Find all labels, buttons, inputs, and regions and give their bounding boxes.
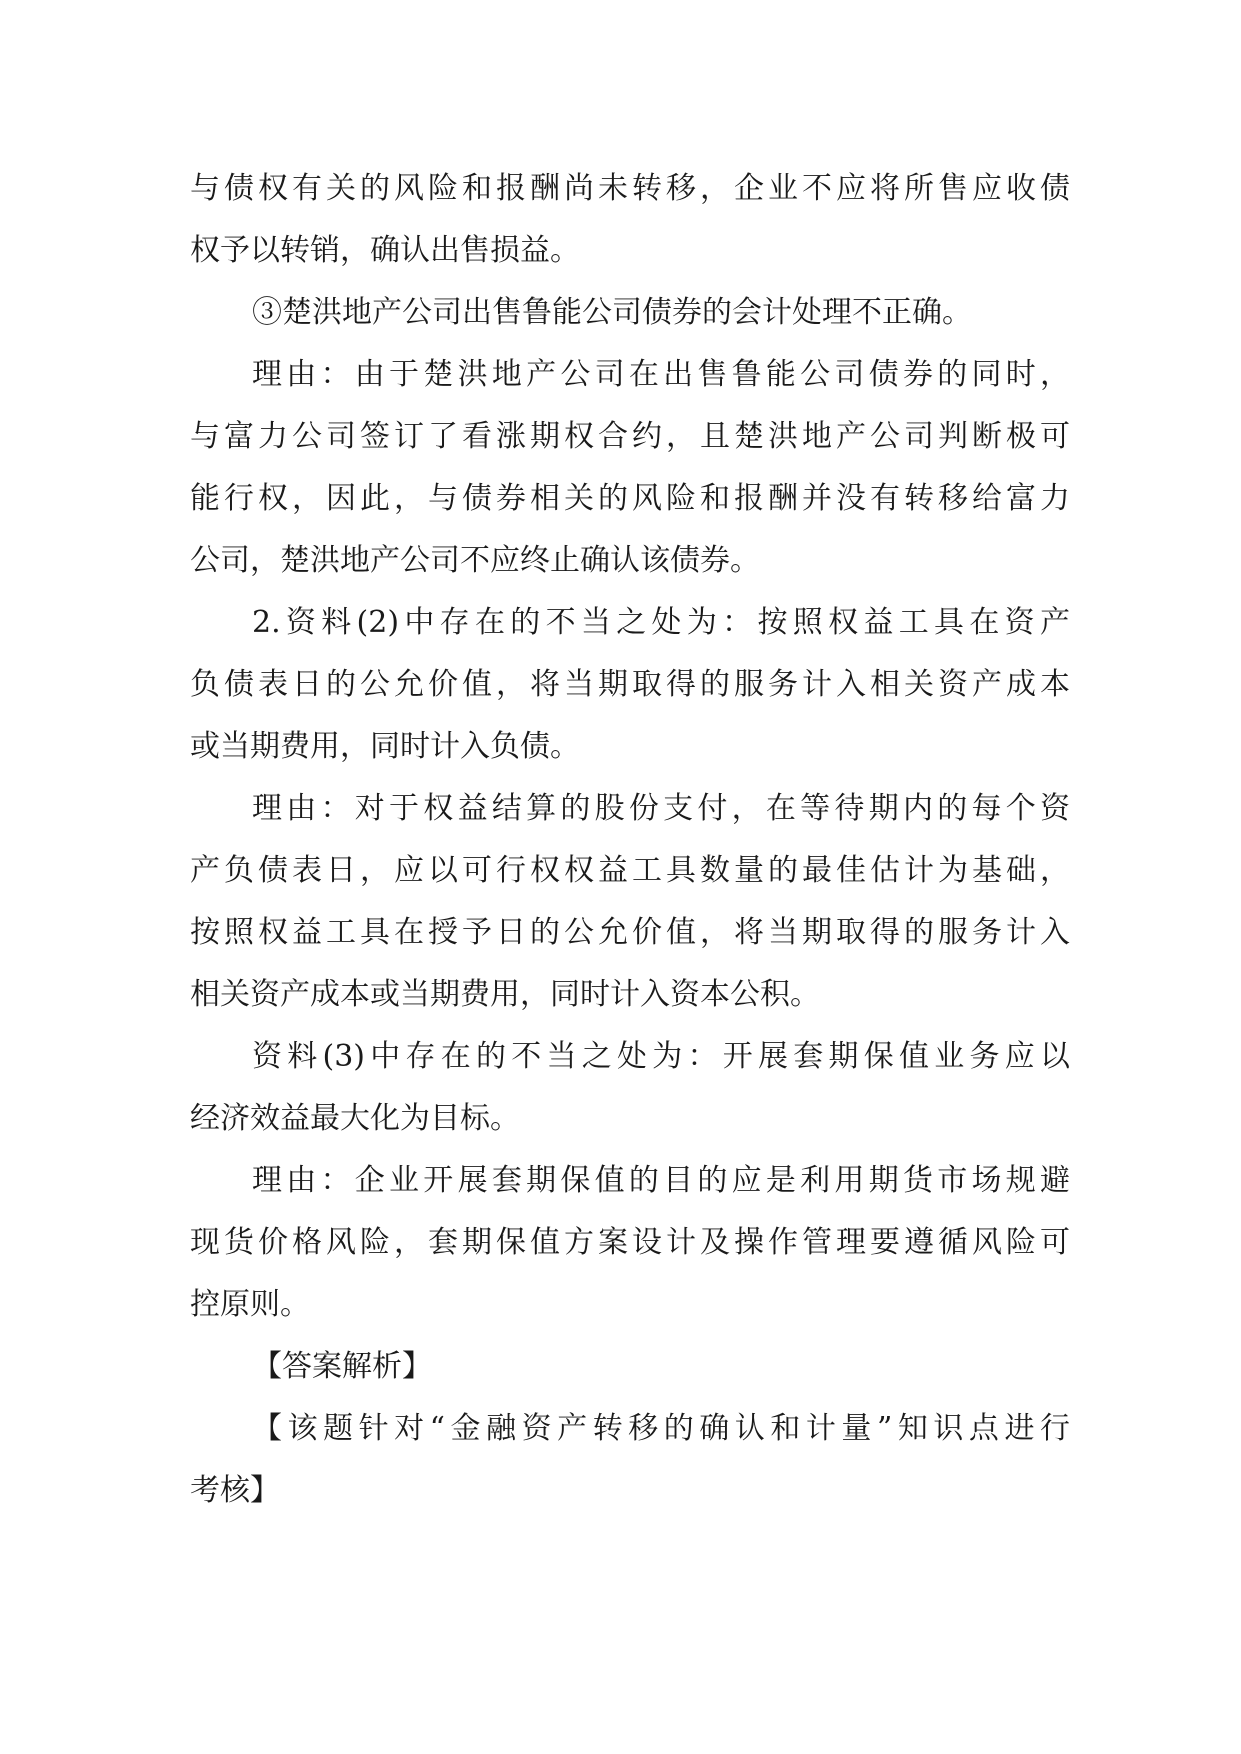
text-line: 理由：企业开展套期保值的目的应是利用期货市场规避 — [252, 1163, 1070, 1198]
text-line: 产负债表日，应以可行权权益工具数量的最佳估计为基础， — [190, 853, 1070, 888]
text-line: 2.资料(2)中存在的不当之处为：按照权益工具在资产 — [252, 605, 1070, 640]
text-line: 理由：由于楚洪地产公司在出售鲁能公司债券的同时， — [252, 357, 1070, 392]
section-heading: 【答案解析】 — [252, 1349, 432, 1384]
text-line: 经济效益最大化为目标。 — [190, 1101, 520, 1136]
text-line: 现货价格风险，套期保值方案设计及操作管理要遵循风险可 — [190, 1225, 1070, 1260]
text-line: 【该题针对“金融资产转移的确认和计量”知识点进行 — [252, 1411, 1070, 1446]
text-line: 理由：对于权益结算的股份支付，在等待期内的每个资 — [252, 791, 1070, 826]
text-line: 按照权益工具在授予日的公允价值，将当期取得的服务计入 — [190, 915, 1070, 950]
text-line: 考核】 — [190, 1473, 280, 1508]
text-line: 相关资产成本或当期费用，同时计入资本公积。 — [190, 977, 820, 1012]
text-line: 权予以转销，确认出售损益。 — [190, 233, 580, 268]
text-line: ③楚洪地产公司出售鲁能公司债券的会计处理不正确。 — [252, 295, 972, 330]
text-line: 能行权，因此，与债券相关的风险和报酬并没有转移给富力 — [190, 481, 1070, 516]
text-line: 或当期费用，同时计入负债。 — [190, 729, 580, 764]
text-line: 公司，楚洪地产公司不应终止确认该债券。 — [190, 543, 760, 578]
text-line: 负债表日的公允价值，将当期取得的服务计入相关资产成本 — [190, 667, 1070, 702]
text-line: 与富力公司签订了看涨期权合约，且楚洪地产公司判断极可 — [190, 419, 1070, 454]
text-line: 控原则。 — [190, 1287, 310, 1322]
document-body — [190, 158, 1070, 1522]
text-line: 与债权有关的风险和报酬尚未转移，企业不应将所售应收债 — [190, 171, 1070, 206]
text-line: 资料(3)中存在的不当之处为：开展套期保值业务应以 — [252, 1039, 1070, 1074]
